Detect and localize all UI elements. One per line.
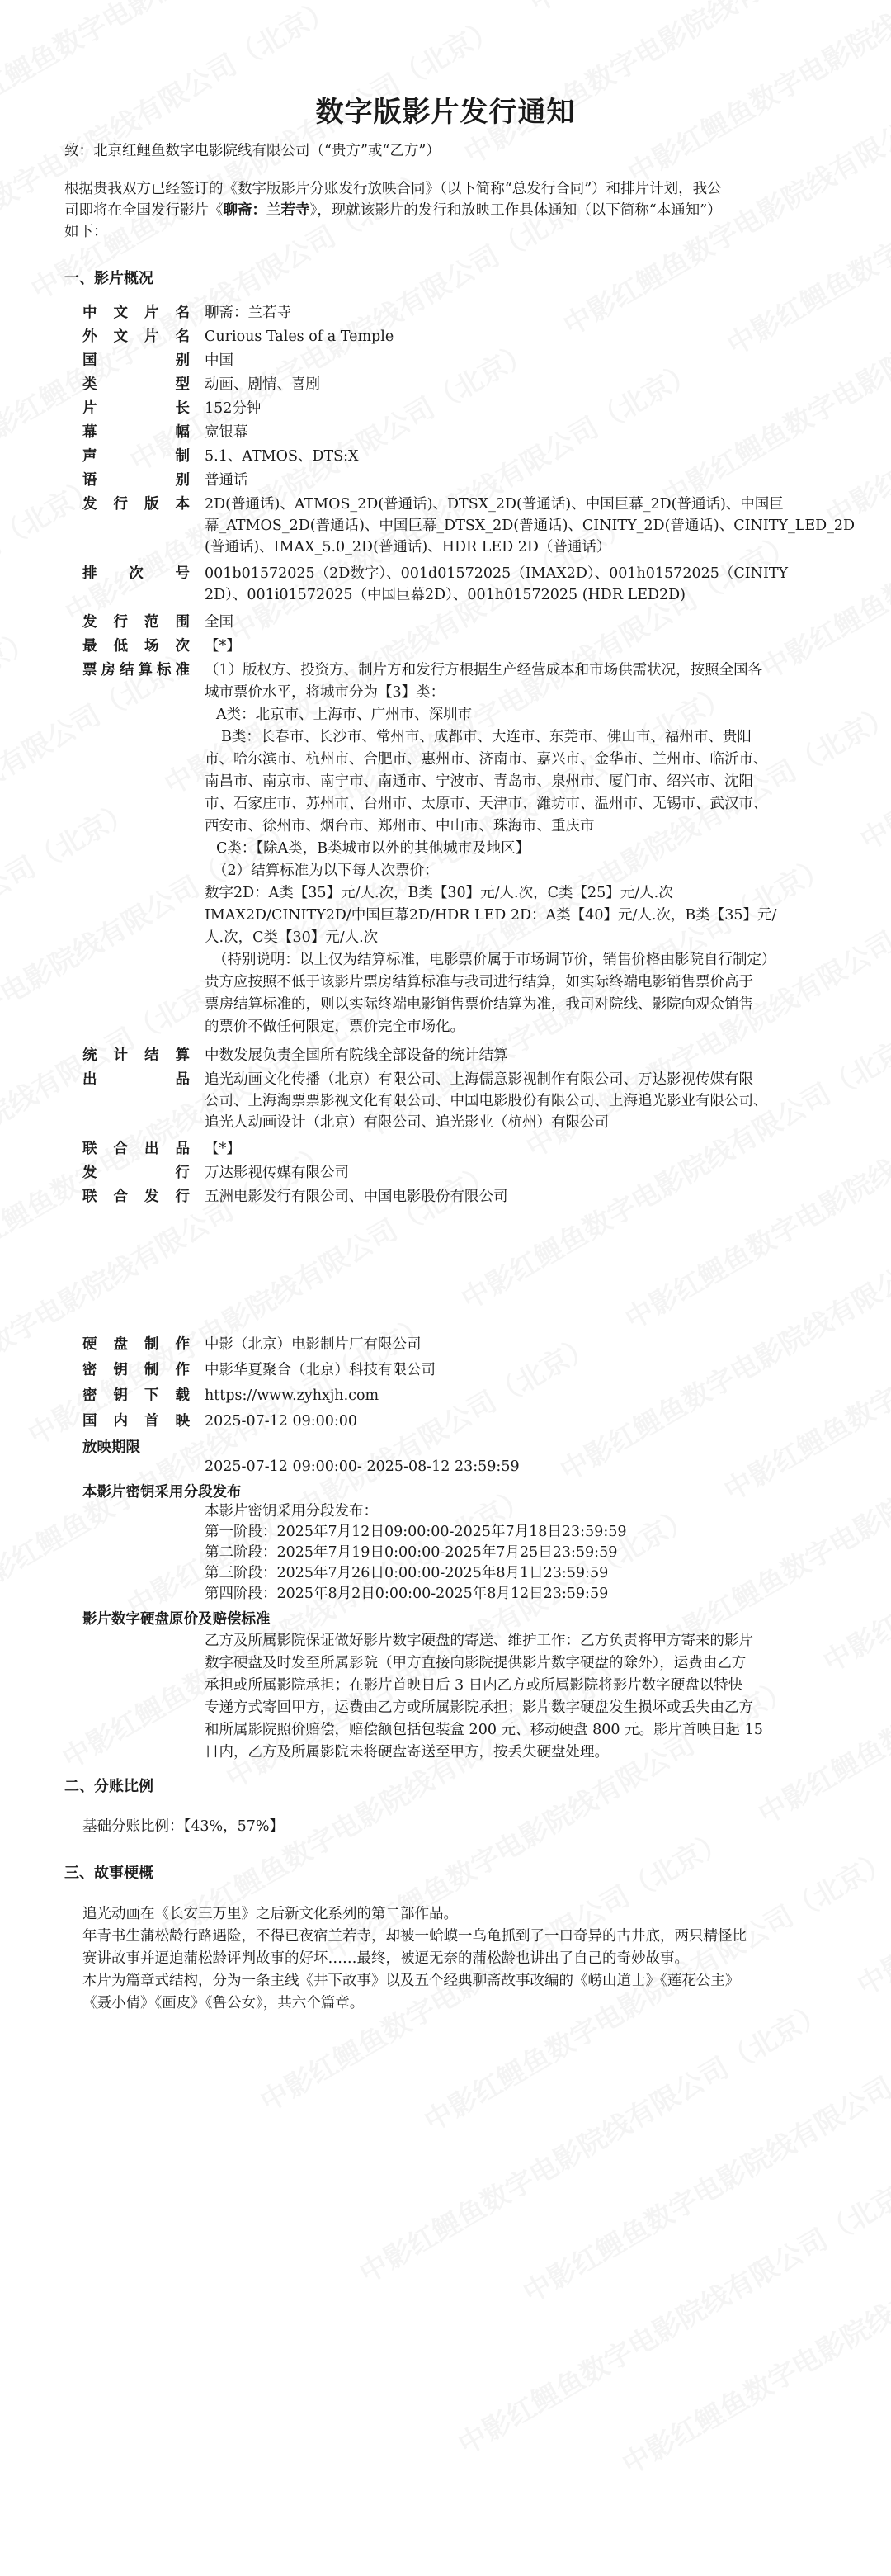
settlement-line: 的票价不做任何限定，票价完全市场化。 <box>205 1019 464 1035</box>
settlement-line: （特别说明：以上仅为结算标准，电影票价属于市场调节价，销售价格由影院自行制定） <box>213 952 776 968</box>
intro-text: 》，现就该影片的发行和放映工作具体通知（以下简称“本通知”） <box>309 202 722 219</box>
field-label: 片长 <box>82 400 190 417</box>
serial-line: 001b01572025（2D数字）、001d01572025（IMAX2D）、001h01572025（CINITY <box>205 565 789 582</box>
field-value: 全国 <box>205 614 233 631</box>
settlement-line: 西安市、徐州市、烟台市、郑州市、中山市、珠海市、重庆市 <box>205 818 595 834</box>
serial-line: 2D）、001i01572025（中国巨幕2D）、001h01572025 (HDR LED2D) <box>205 587 686 603</box>
story-line: 追光动画在《长安三万里》之后新文化系列的第二部作品。 <box>82 1906 458 1922</box>
story-line: 赛讲故事并逼迫蒲松龄评判故事的好坏……最终，被逼无奈的蒲松龄也讲出了自己的奇妙故事。 <box>82 1950 689 1967</box>
period-label: 放映期限 <box>82 1439 140 1456</box>
versions-line: (普通话)、IMAX_5.0_2D(普通话)、HDR LED 2D（普通话） <box>205 539 611 555</box>
settlement-line: 人.次，C类【30】元/人.次 <box>205 929 379 946</box>
settlement-line: IMAX2D/CINITY2D/中国巨幕2D/HDR LED 2D：A类【40】元/人.次，B类【35】元/ <box>205 907 777 924</box>
field-value <box>205 1069 891 1133</box>
disk-line: 数字硬盘及时发至所属影院（甲方直接向影院提供影片数字硬盘的除外），运费由乙方 <box>205 1655 747 1671</box>
key-phase: 第三阶段：2025年7月26日0:00:00-2025年8月1日23:59:59 <box>205 1565 609 1581</box>
section-heading-story: 三、故事梗概 <box>64 1865 153 1882</box>
field-label: 出品 <box>82 1071 190 1088</box>
page-title: 数字版影片发行通知 <box>315 96 576 129</box>
field-label: 外文片名 <box>82 328 190 345</box>
field-label: 密钥下载 <box>82 1387 190 1404</box>
field-value: 【*】 <box>205 1141 241 1157</box>
producers-line: 公司、上海淘票票影视文化有限公司、中国电影股份有限公司、上海追光影业有限公司、 <box>205 1093 768 1109</box>
key-phase: 第一阶段：2025年7月12日09:00:00-2025年7月18日23:59:59 <box>205 1524 627 1540</box>
settlement-line: 市、哈尔滨市、杭州市、合肥市、惠州市、济南市、嘉兴市、金华市、兰州市、临沂市、 <box>205 751 768 768</box>
settlement-line: B类：长春市、长沙市、常州市、成都市、大连市、东莞市、佛山市、福州市、贵阳 <box>221 729 752 745</box>
field-label: 最低场次 <box>82 638 190 655</box>
settlement-line: 票房结算标准的，则以实际终端电影销售票价结算为准，我司对院线、影院向观众销售 <box>205 996 753 1013</box>
intro-line-3: 如下： <box>64 224 108 240</box>
settlement-line: 城市票价水平，将城市分为【3】类： <box>205 684 446 701</box>
field-label: 中文片名 <box>82 305 190 321</box>
addressee: 致：北京红鲤鱼数字电影院线有限公司（“贵方”或“乙方”） <box>64 143 441 159</box>
field-value: 中数发展负责全国所有院线全部设备的统计结算 <box>205 1047 508 1064</box>
disk-line: 和所属影院照价赔偿，赔偿额包括包装盒 200 元、移动硬盘 800 元。影片首映日起 15 <box>205 1722 763 1738</box>
settlement-line: 市、石家庄市、苏州市、台州市、太原市、天津市、潍坊市、温州市、无锡市、武汉市、 <box>205 796 768 812</box>
versions-line: 2D(普通话)、ATMOS_2D(普通话)、DTSX_2D(普通话)、中国巨幕_2D(普通话)、中国巨 <box>205 496 784 513</box>
field-label: 硬盘制作 <box>82 1336 190 1353</box>
disk-line: 日内，乙方及所属影院未将硬盘寄送至甲方，按丢失硬盘处理。 <box>205 1744 609 1761</box>
field-label: 国别 <box>82 352 190 369</box>
film-title: 聊斋：兰若寺 <box>223 202 310 219</box>
key-phases-label: 本影片密钥采用分段发布 <box>82 1484 242 1501</box>
disk-line: 专递方式寄回甲方，运费由乙方或所属影院承担；影片数字硬盘发生损坏或丢失由乙方 <box>205 1699 753 1716</box>
producers-line: 追光动画文化传播（北京）有限公司、上海儒意影视制作有限公司、万达影视传媒有限 <box>205 1071 753 1088</box>
disk-line: 承担或所属影院承担；在影片首映日后 3 日内乙方或所属影院将影片数字硬盘以特快 <box>205 1677 743 1694</box>
field-label: 联合出品 <box>82 1141 190 1157</box>
field-value: 【*】 <box>205 638 241 655</box>
field-value: 中影华夏聚合（北京）科技有限公司 <box>205 1362 436 1378</box>
story-line: 《聂小倩》《画皮》《鲁公女》，共六个篇章。 <box>82 1995 365 2011</box>
field-label: 统计结算 <box>82 1047 190 1064</box>
field-label: 发行版本 <box>82 496 190 513</box>
disk-line: 乙方及所属影院保证做好影片数字硬盘的寄送、维护工作：乙方负责将甲方寄来的影片 <box>205 1633 753 1649</box>
field-value: 5.1、ATMOS、DTS:X <box>205 448 359 465</box>
field-value: 普通话 <box>205 472 248 489</box>
field-value: 2025-07-12 09:00:00 <box>205 1413 358 1430</box>
period-value: 2025-07-12 09:00:00- 2025-08-12 23:59:59 <box>205 1458 520 1475</box>
settlement-line: （1）版权方、投资方、制片方和发行方根据生产经营成本和市场供需状况，按照全国各 <box>205 662 763 678</box>
producers-line: 追光人动画设计（北京）有限公司、追光影业（杭州）有限公司 <box>205 1114 609 1131</box>
field-label: 国内首映 <box>82 1413 190 1430</box>
key-phase: 第二阶段：2025年7月19日0:00:00-2025年7月25日23:59:59 <box>205 1544 618 1561</box>
field-label: 排次号 <box>82 565 190 582</box>
settlement-line: （2）结算标准为以下每人次票价： <box>213 863 439 879</box>
field-value: 中国 <box>205 352 233 369</box>
split-ratio: 基础分账比例：【43%，57%】 <box>82 1818 285 1835</box>
versions-line: 幕_ATMOS_2D(普通话)、中国巨幕_DTSX_2D(普通话)、CINITY_2D(普通话)、CINITY_LED_2D <box>205 518 856 534</box>
field-value: 宽银幕 <box>205 424 248 441</box>
field-value: 万达影视传媒有限公司 <box>205 1165 349 1181</box>
intro-line-1: 根据贵我双方已经签订的《数字版影片分账发行放映合同》（以下简称“总发行合同”）和排片计划，我公 <box>64 181 722 197</box>
intro-text: 司即将在全国发行影片《 <box>64 202 224 219</box>
section-heading-split: 二、分账比例 <box>64 1778 153 1795</box>
intro-paragraph <box>64 178 832 243</box>
field-label: 类型 <box>82 376 190 393</box>
field-value: 中影（北京）电影制片厂有限公司 <box>205 1336 422 1353</box>
field-value: 五洲电影发行有限公司、中国电影股份有限公司 <box>205 1189 508 1205</box>
settlement-line: 南昌市、南京市、南宁市、南通市、宁波市、青岛市、泉州市、厦门市、绍兴市、沈阳 <box>205 773 753 790</box>
field-label: 发行范围 <box>82 614 190 631</box>
settlement-line: C类：【除A类，B类城市以外的其他城市及地区】 <box>216 840 530 857</box>
key-phases-intro: 本影片密钥采用分段发布： <box>205 1503 378 1520</box>
field-label: 发行 <box>82 1165 190 1181</box>
story-line: 年青书生蒲松龄行路遇险，不得已夜宿兰若寺，却被一蛤蟆一乌龟抓到了一口奇异的古井底，两只精怪比 <box>82 1928 747 1945</box>
section-heading-overview: 一、影片概况 <box>64 270 153 287</box>
key-download-url: https://www.zyhxjh.com <box>205 1387 380 1404</box>
field-value: 动画、剧情、喜剧 <box>205 376 320 393</box>
settlement-line: 贵方应按照不低于该影片票房结算标准与我司进行结算，如实际终端电影销售票价高于 <box>205 974 753 990</box>
field-label: 幕幅 <box>82 424 190 441</box>
intro-line-2 <box>64 200 832 221</box>
field-label: 声制 <box>82 448 190 465</box>
field-label: 密钥制作 <box>82 1362 190 1378</box>
story-line: 本片为篇章式结构，分为一条主线《井下故事》以及五个经典聊斋故事改编的《崂山道士》《莲花公主》 <box>82 1973 740 1989</box>
field-value: Curious Tales of a Temple <box>205 328 394 345</box>
field-value: 152分钟 <box>205 400 262 417</box>
disk-label: 影片数字硬盘原价及赔偿标准 <box>82 1611 271 1628</box>
field-value <box>205 563 891 606</box>
settlement-line: A类：北京市、上海市、广州市、深圳市 <box>216 707 473 723</box>
key-phase: 第四阶段：2025年8月2日0:00:00-2025年8月12日23:59:59 <box>205 1586 609 1602</box>
field-label: 联合发行 <box>82 1189 190 1205</box>
field-label: 票房结算标准 <box>82 662 190 678</box>
field-label: 语别 <box>82 472 190 489</box>
settlement-line: 数字2D：A类【35】元/人.次，B类【30】元/人.次，C类【25】元/人.次 <box>205 885 673 901</box>
field-value <box>205 494 891 558</box>
field-value: 聊斋：兰若寺 <box>205 305 291 321</box>
